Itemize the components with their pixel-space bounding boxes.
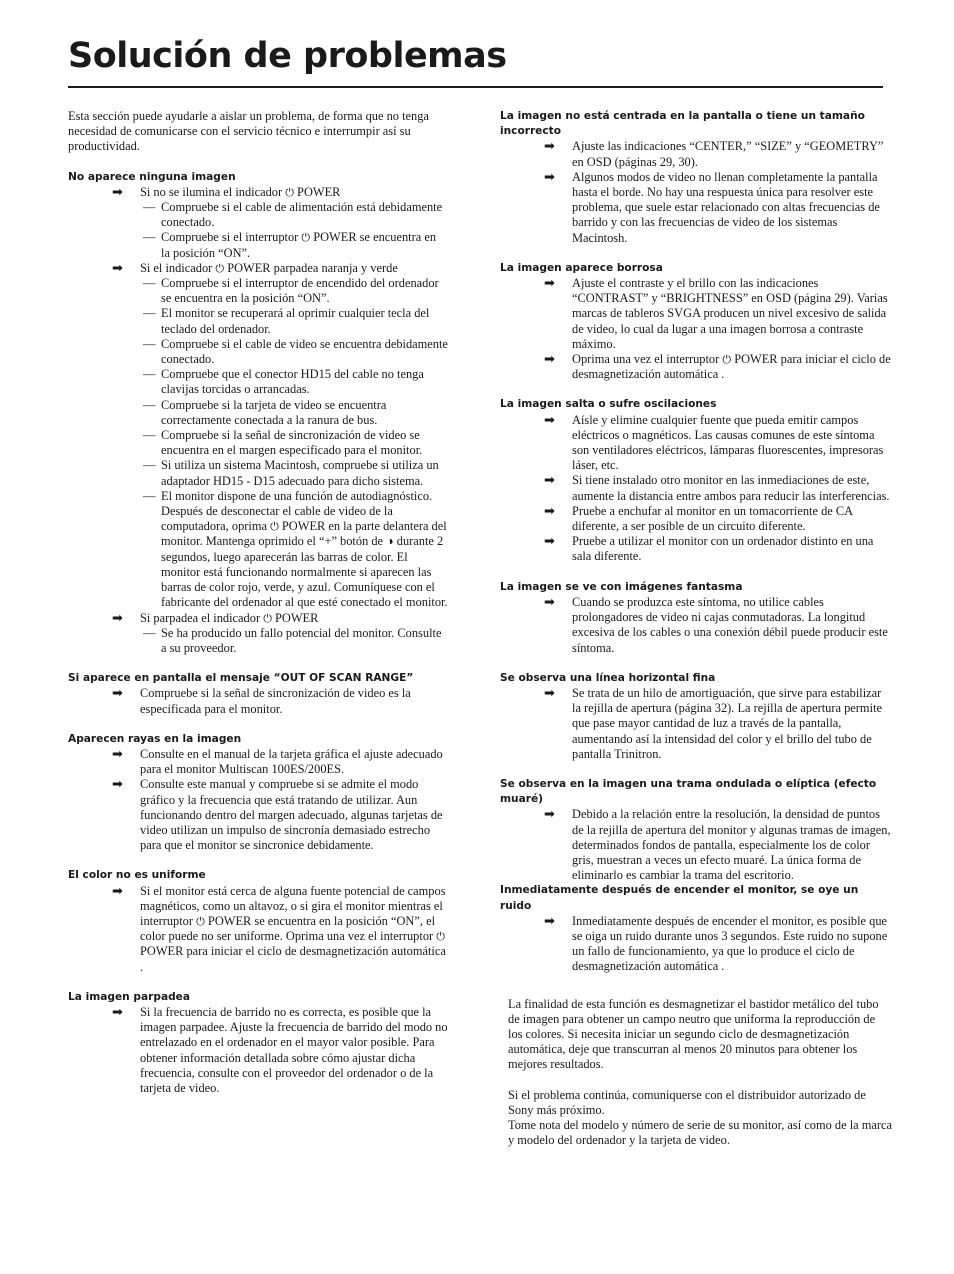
arrow-icon: ➡ <box>112 1004 123 1020</box>
section-stripes <box>68 732 448 854</box>
page-title: Solución de problemas <box>68 36 507 76</box>
section-noise <box>500 883 892 974</box>
list-item: ➡ Debido a la relación entre la resolución, la densidad de puntos de la rejilla de apertura del monitor y algunas tramas de imagen, determinados fondos de pantalla, especialmente los de color gris, muestran a veces un efecto muaré. La única forma de eliminarlo es cambiar la trama del escritorio. <box>544 807 891 883</box>
left-column <box>68 109 448 1111</box>
arrow-icon: ➡ <box>112 686 123 702</box>
dash-icon: — <box>143 458 156 473</box>
intro-text: Esta sección puede ayudarle a aislar un problema, de forma que no tenga necesidad de comunicarse con el servicio técnico e interrumpir así su productividad. <box>68 109 429 154</box>
list-item: ➡ Compruebe si la señal de sincronización de video es la especificada para el monitor. <box>112 686 411 716</box>
arrow-icon: ➡ <box>112 777 123 793</box>
power-icon: ⏻ <box>436 930 445 944</box>
section-heading: Inmediatamente después de encender el monitor, se oye un ruido <box>500 884 859 912</box>
list-item: ➡ Si parpadea el indicador ⏻ POWER <box>112 610 319 626</box>
section-ghosting <box>500 580 892 656</box>
arrow-icon: ➡ <box>544 473 555 489</box>
section-heading: La imagen se ve con imágenes fantasma <box>500 580 743 593</box>
title-rule <box>68 86 883 88</box>
list-item: ➡ Inmediatamente después de encender el monitor, es posible que se oiga un ruido durante unos 3 segundos. Este ruido no supone un fallo de funcionamiento, ya que lo produce el ciclo de desmagnetización automática . <box>544 913 888 974</box>
section-not-centered <box>500 109 892 246</box>
section-heading: Aparecen rayas en la imagen <box>68 732 242 745</box>
section-heading: La imagen aparece borrosa <box>500 261 663 274</box>
right-column <box>500 109 892 1148</box>
dash-icon: — <box>143 625 156 640</box>
section-jitter <box>500 397 892 564</box>
list-item: ➡ Si la frecuencia de barrido no es correcta, es posible que la imagen parpadee. Ajuste la frecuencia de barrido del modo no entrelazado en el ordenador en el mayor valor posible. Para obtener información detallada sobre cómo ajustar dicha frecuencia, consulte con el proveedor del ordenador o de la tarjeta de video. <box>112 1004 448 1095</box>
list-item: ➡ Si el indicador ⏻ POWER parpadea naranja y verde <box>112 260 398 276</box>
sub-item: — Compruebe si la señal de sincronización de video se encuentra en el margen especificado para el monitor. <box>143 428 423 458</box>
dash-icon: — <box>143 230 156 245</box>
arrow-icon: ➡ <box>544 807 555 823</box>
power-icon: ⏻ <box>722 353 732 367</box>
section-out-of-scan <box>68 671 448 717</box>
section-heading: No aparece ninguna imagen <box>68 170 236 183</box>
list-item: ➡ Si tiene instalado otro monitor en las inmediaciones de este, aumente la distancia entre ambos para reducir las interferencias. <box>544 473 890 503</box>
list-item: ➡ Oprima una vez el interruptor ⏻ POWER para iniciar el ciclo de desmagnetización automática . <box>544 352 891 382</box>
arrow-icon: ➡ <box>112 746 123 762</box>
dash-icon: — <box>143 367 156 382</box>
arrow-icon: ➡ <box>544 276 555 292</box>
sub-item: — Compruebe que el conector HD15 del cable no tenga clavijas torcidas o arrancadas. <box>143 367 424 397</box>
list-item: ➡ Se trata de un hilo de amortiguación, que sirve para estabilizar la rejilla de apertura (página 32). La rejilla de apertura permite que pase mayor cantidad de luz a través de la pantalla, aumentando así la intensidad del color y el brillo del tubo de pantalla Trinitron. <box>544 685 882 761</box>
arrow-icon: ➡ <box>544 534 555 550</box>
dash-icon: — <box>143 397 156 412</box>
power-icon: ⏻ <box>196 914 205 928</box>
power-icon: ⏻ <box>215 261 225 275</box>
closing-text: Si el problema continúa, comuniquerse con el distribuidor autorizado de Sony más próximo. <box>508 1087 866 1117</box>
arrow-icon: ➡ <box>544 685 555 701</box>
list-item: ➡ Pruebe a utilizar el monitor con un ordenador distinto en una sala diferente. <box>544 534 874 564</box>
section-blurry <box>500 261 892 383</box>
section-heading: Se observa una línea horizontal fina <box>500 671 716 684</box>
section-heading: Se observa en la imagen una trama ondulada o elíptica (efecto muaré) <box>500 777 877 806</box>
list-item: ➡ Si no se ilumina el indicador ⏻ POWER <box>112 184 341 200</box>
dash-icon: — <box>143 336 156 351</box>
sub-item: — Si utiliza un sistema Macintosh, compruebe si utiliza un adaptador HD15 - D15 adecuado para dicho sistema. <box>143 458 439 488</box>
section-no-image <box>68 170 448 657</box>
list-item: ➡ Pruebe a enchufar al monitor en un tomacorriente de CA diferente, a ser posible de un circuito diferente. <box>544 503 853 534</box>
section-thin-line <box>500 671 892 762</box>
sub-item: — Compruebe si el cable de video se encuentra debidamente conectado. <box>143 336 448 367</box>
list-item: ➡ Consulte este manual y compruebe si se admite el modo gráfico y la frecuencia que está tratando de utilizar. Aun funcionando dentro del margen adecuado, algunas tarjetas de video utilizan un impulso de sincronía demasiado estrecho para que el monitor se sincronice debidamente. <box>112 777 443 853</box>
power-icon: ⏻ <box>263 611 272 625</box>
section-heading: La imagen parpadea <box>68 990 191 1003</box>
power-icon: ⏻ <box>270 520 279 534</box>
section-heading: La imagen no está centrada en la pantalla o tiene un tamaño incorrecto <box>500 110 865 138</box>
arrow-icon: ➡ <box>544 594 555 610</box>
sub-item: — Compruebe si el interruptor de encendido del ordenador se encuentra en la posición “ON”. <box>143 276 439 306</box>
power-icon: ⏻ <box>285 185 294 199</box>
sub-item: — Compruebe si la tarjeta de video se encuentra correctamente conectada a la ranura de bus. <box>143 397 387 427</box>
section-color-uniform <box>68 868 448 974</box>
sub-item: — Compruebe si el cable de alimentación está debidamente conectado. <box>143 200 443 230</box>
arrow-icon: ➡ <box>544 139 555 155</box>
sub-item: — Compruebe si el interruptor ⏻ POWER se encuentra en la posición “ON”. <box>143 230 437 260</box>
dash-icon: — <box>143 306 156 321</box>
arrow-icon: ➡ <box>112 260 123 276</box>
arrow-icon: ➡ <box>544 352 555 368</box>
degauss-note: La finalidad de esta función es desmagnetizar el bastidor metálico del tubo de imagen para obtener un campo neutro que uniforma la reproducción de los colores. Si necesita iniciar un segundo ciclo de desmagnetización automática, deje que transcurran al menos 20 minutos para obtener los mejores resultados. <box>508 996 879 1072</box>
arrow-icon: ➡ <box>112 184 123 200</box>
list-item: ➡ Si el monitor está cerca de alguna fuente potencial de campos magnéticos, como un altavoz, o si gira el monitor mientras el interruptor ⏻ POWER se encuentra en la posición “ON”, el color puede no ser uniforme. Oprima una vez el interruptor ⏻ POWER para iniciar el ciclo de desmagnetización automática . <box>112 883 446 974</box>
dash-icon: — <box>143 488 156 503</box>
sub-item: — Se ha producido un fallo potencial del monitor. Consulte a su proveedor. <box>143 625 442 655</box>
dash-icon: — <box>143 428 156 443</box>
closing-text: Tome nota del modelo y número de serie de su monitor, así como de la marca y modelo del ordenador y la tarjeta de video. <box>508 1117 893 1148</box>
arrow-icon: ➡ <box>544 412 555 428</box>
sub-item: — El monitor dispone de una función de autodiagnóstico. Después de desconectar el cable de video de la computadora, oprima ⏻ POWER en la parte delantera del monitor. Mantenga oprimido el “+” botón de ◑ durante 2 segundos, luego aparecerán las barras de color. El monitor está funcionando normalmente si aparecen las barras de color rojo, verde, y azul. Comuníquese con el fabricante del ordenador al que esté conectado el monitor. <box>143 488 448 610</box>
power-icon: ⏻ <box>301 231 311 245</box>
arrow-icon: ➡ <box>112 610 123 626</box>
section-heading: El color no es uniforme <box>68 869 206 882</box>
list-item: ➡ Cuando se produzca este síntoma, no utilice cables prolongadores de video ni cajas conmutadoras. La longitud excesiva de los cables o una conexión débil puede producir este síntoma. <box>544 594 888 655</box>
section-moire <box>500 777 892 883</box>
sub-item: — El monitor se recuperará al oprimir cualquier tecla del teclado del ordenador. <box>143 306 430 336</box>
arrow-icon: ➡ <box>544 913 555 929</box>
list-item: ➡ Algunos modos de video no llenan completamente la pantalla hasta el borde. No hay una respuesta única para resolver este problema, que suele estar relacionado con altas frecuencias de barrido y con las frecuencias de video de los sistemas Macintosh. <box>544 169 880 245</box>
section-heading: Si aparece en pantalla el mensaje “OUT OF SCAN RANGE” <box>68 672 414 685</box>
dash-icon: — <box>143 276 156 291</box>
arrow-icon: ➡ <box>112 883 123 899</box>
list-item: ➡ Consulte en el manual de la tarjeta gráfica el ajuste adecuado para el monitor Multiscan 100ES/200ES. <box>112 746 443 777</box>
arrow-icon: ➡ <box>544 503 555 519</box>
dash-icon: — <box>143 200 156 215</box>
list-item: ➡ Aísle y elimine cualquier fuente que pueda emitir campos eléctricos o magnéticos. Las causas comunes de este síntoma son ventiladores eléctricos, lámparas fluorescentes, impresoras láser, etc. <box>544 412 884 473</box>
contrast-icon: ◑ <box>386 534 394 549</box>
section-flicker <box>68 990 448 1096</box>
arrow-icon: ➡ <box>544 169 555 185</box>
section-heading: La imagen salta o sufre oscilaciones <box>500 398 717 411</box>
list-item: ➡ Ajuste el contraste y el brillo con las indicaciones “CONTRAST” y “BRIGHTNESS” en OSD (página 29). Varias marcas de tableros SVGA producen un nivel excesivo de salida de video, lo cual da lugar a una imagen borrosa a contraste máximo. <box>544 276 888 351</box>
list-item: ➡ Ajuste las indicaciones “CENTER,” “SIZE” y “GEOMETRY” en OSD (páginas 29, 30). <box>544 139 884 169</box>
